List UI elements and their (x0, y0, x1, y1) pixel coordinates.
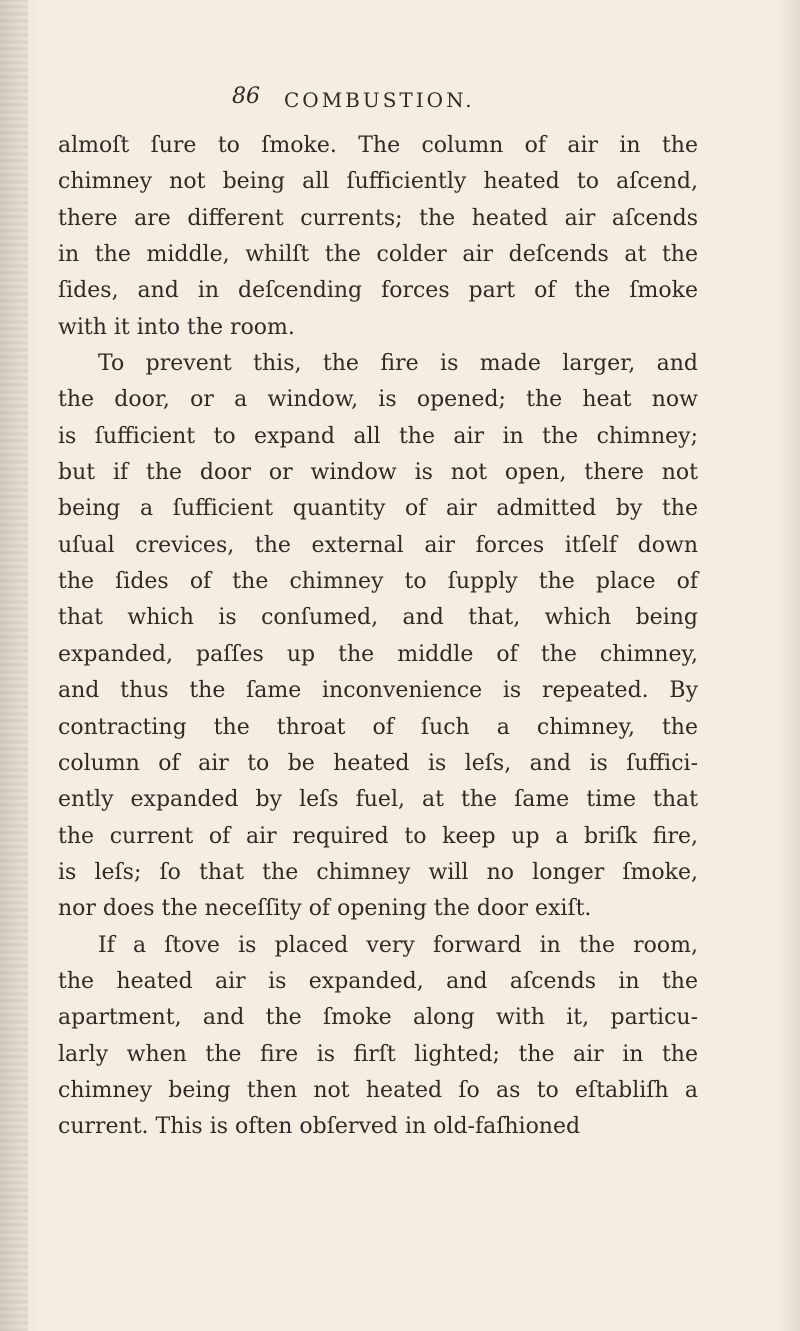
text-line: the current of air required to keep up a briſk fire, (58, 823, 698, 849)
text-line: ſides, and in deſcending forces part of the ſmoke (58, 278, 698, 304)
text-line: the ſides of the chimney to ſupply the place of (58, 569, 698, 595)
text-line: expanded, paſſes up the middle of the chimney, (58, 641, 698, 667)
text-line: and thus the ſame inconvenience is repeated. By (58, 678, 698, 704)
text-line: apartment, and the ſmoke along with it, particu- (58, 1005, 698, 1031)
text-line: in the middle, whilſt the colder air deſcends at the (58, 242, 698, 268)
text-line: To prevent this, the fire is made larger, and (98, 351, 698, 377)
text-line: the heated air is expanded, and aſcends in the (58, 968, 698, 994)
text-line: with it into the room. (58, 314, 295, 340)
text-line: but if the door or window is not open, there not (58, 460, 698, 486)
text-line: is ſufficient to expand all the air in the chimney; (58, 423, 698, 449)
text-line: contracting the throat of ſuch a chimney, the (58, 714, 698, 740)
text-line: larly when the fire is firſt lighted; the air in the (58, 1041, 698, 1067)
text-line: ently expanded by leſs fuel, at the ſame time that (58, 787, 698, 813)
text-line: nor does the neceſſity of opening the door exiſt. (58, 896, 592, 922)
page-binding-edge (0, 0, 28, 1331)
text-line: that which is conſumed, and that, which being (58, 605, 698, 631)
text-line: column of air to be heated is leſs, and is ſuffici- (58, 750, 698, 776)
text-line: uſual crevices, the external air forces itſelf down (58, 532, 698, 558)
text-line: is leſs; ſo that the chimney will no longer ſmoke, (58, 859, 698, 885)
text-line: the door, or a window, is opened; the heat now (58, 387, 698, 413)
text-line: If a ſtove is placed very forward in the room, (98, 932, 698, 958)
body-text (58, 128, 698, 1146)
text-line: chimney being then not heated ſo as to eſtabliſh a (58, 1077, 698, 1103)
running-head: COMBUSTION. (284, 88, 475, 112)
text-line: there are different currents; the heated air aſcends (58, 205, 698, 231)
text-line: being a ſufficient quantity of air admitted by the (58, 496, 698, 522)
page-header (232, 84, 652, 118)
page-number: 86 (232, 84, 260, 109)
text-line: almoſt ſure to ſmoke. The column of air in the (58, 133, 698, 158)
text-line: chimney not being all ſufficiently heated to aſcend, (58, 169, 698, 195)
text-line: current. This is often obſerved in old-faſhioned (58, 1114, 581, 1140)
